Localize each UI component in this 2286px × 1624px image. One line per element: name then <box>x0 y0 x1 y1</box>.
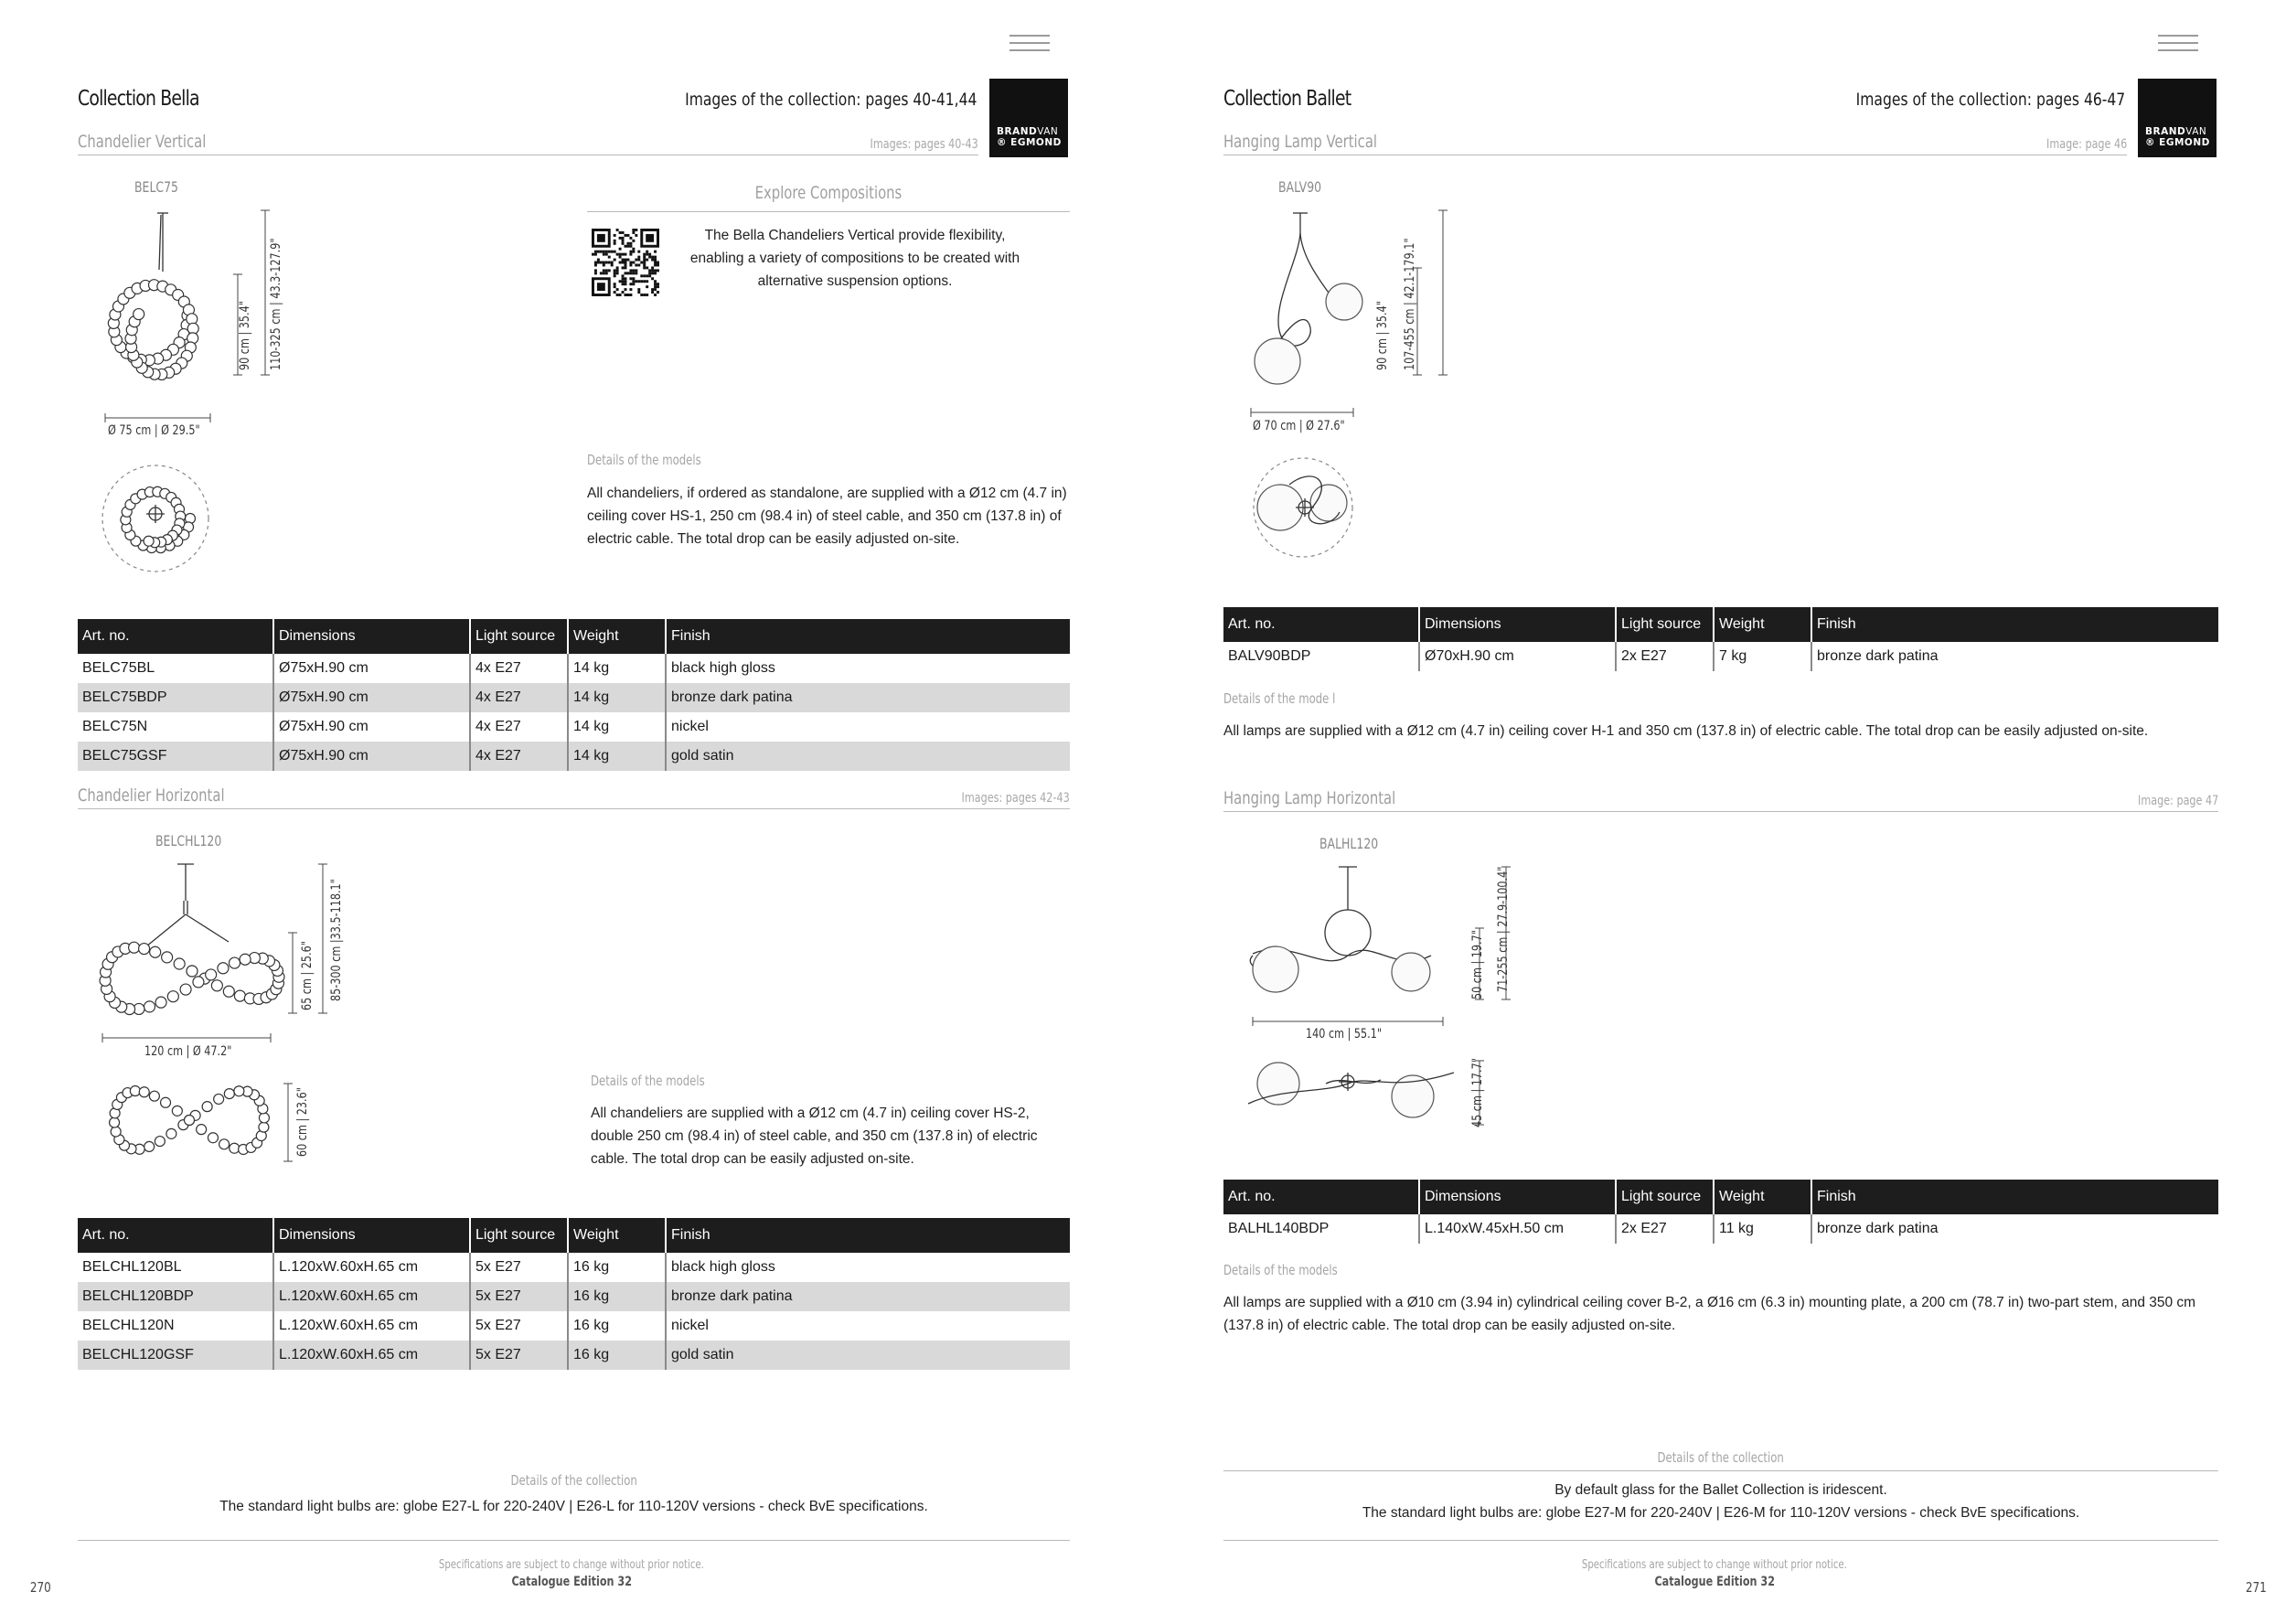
bead-shape <box>259 1113 269 1123</box>
bead-shape <box>161 1097 171 1107</box>
bead-shape <box>144 1141 155 1151</box>
dim-depth: 60 cm | 23.6" <box>295 1087 310 1157</box>
dim-width: Ø 70 cm | Ø 27.6" <box>1253 419 1345 433</box>
section-header-vertical <box>78 128 978 155</box>
col-art-no: Art. no. <box>78 619 273 654</box>
bead-shape <box>172 1106 182 1116</box>
details-label: Details of the models <box>1223 1262 1338 1278</box>
footer-note: Specifications are subject to change without prior notice. Catalogue Edition 32 <box>439 1558 704 1589</box>
table-row: BELC75GSF Ø75xH.90 cm 4x E27 14 kg gold satin <box>78 742 1070 771</box>
dim-drop: 107-455 cm | 42.1-179.1" <box>1403 238 1417 370</box>
explore-compositions-heading: Explore Compositions <box>587 183 1070 212</box>
dim-height: 65 cm | 25.6" <box>300 941 315 1010</box>
bead-shape <box>174 958 185 969</box>
section-pages: Images: pages 40-43 <box>870 137 978 152</box>
details-text: All lamps are supplied with a Ø10 cm (3.94 in) cylindrical ceiling cover B-2, a Ø16 cm (6.3 in) mounting plate, a 200 cm (78.7 in) two-part stem, and 350 cm (137.8 in) of electric cable. The total drop can be easily adjusted on-site. <box>1223 1295 2196 1333</box>
bead-shape <box>229 957 240 968</box>
spec-table-horizontal <box>78 1218 1070 1370</box>
col-finish: Finish <box>1811 607 2218 642</box>
bead-shape <box>234 990 245 1001</box>
collection-details <box>78 1472 1070 1518</box>
details-label: Details of the mode l <box>1223 690 1336 707</box>
table-row: BELC75N Ø75xH.90 cm 4x E27 14 kg nickel <box>78 712 1070 742</box>
col-weight: Weight <box>568 619 666 654</box>
collection-title: Collection Bella <box>78 87 199 111</box>
divider <box>78 1540 1070 1541</box>
model-code: BELC75 <box>134 178 178 196</box>
bead-shape <box>234 1086 244 1096</box>
col-finish: Finish <box>666 619 1070 654</box>
dim-depth: 45 cm | 17.7" <box>1470 1058 1485 1127</box>
details-text: All lamps are supplied with a Ø12 cm (4.7 in) ceiling cover H-1 and 350 cm (137.8 in) of electric cable. The total drop can be easily adjusted on-site. <box>1223 723 2149 739</box>
bead-shape <box>162 952 173 963</box>
collection-details-line: The standard light bulbs are: globe E27-L for 220-240V | E26-L for 110-120V versions - check BvE specifications. <box>219 1499 928 1514</box>
right-page <box>1143 0 2286 1624</box>
section-header-horizontal <box>1223 785 2218 812</box>
bead-shape <box>130 1086 140 1096</box>
spec-table-horizontal <box>1223 1180 2218 1244</box>
bead-shape <box>202 1102 212 1112</box>
col-finish: Finish <box>1811 1180 2218 1214</box>
bead-shape <box>219 1139 230 1149</box>
collection-title: Collection Ballet <box>1223 87 1351 111</box>
page-number: 270 <box>29 1579 51 1596</box>
bead-shape <box>180 984 191 995</box>
bead-shape <box>187 966 198 977</box>
dim-width: 120 cm | Ø 47.2" <box>144 1044 232 1059</box>
dim-width: Ø 75 cm | Ø 29.5" <box>108 423 200 438</box>
bead-shape <box>139 1087 149 1097</box>
bead-shape <box>185 1116 195 1126</box>
table-row: BELC75BL Ø75xH.90 cm 4x E27 14 kg black high gloss <box>78 654 1070 683</box>
bead-shape <box>206 969 217 980</box>
bead-shape <box>208 1133 218 1143</box>
brand-logo: BRANDVAN ® EGMOND <box>2138 79 2217 157</box>
bead-shape <box>223 986 234 997</box>
col-dimensions: Dimensions <box>273 1218 470 1253</box>
details-label: Details of the models <box>587 452 701 468</box>
qr-code[interactable] <box>592 229 659 296</box>
col-light-source: Light source <box>1616 1180 1714 1214</box>
bead-shape <box>150 946 161 957</box>
collection-details-line: The standard light bulbs are: globe E27-M for 220-240V | E26-M for 110-120V versions - check BvE specifications. <box>1362 1505 2080 1521</box>
dim-drop: 110-325 cm | 43.3-127.9" <box>269 238 283 370</box>
dim-height: 50 cm | 19.7" <box>1470 930 1485 999</box>
col-weight: Weight <box>1714 1180 1811 1214</box>
col-art-no: Art. no. <box>1223 1180 1419 1214</box>
collection-details <box>1223 1449 2218 1524</box>
model-code: BELCHL120 <box>155 832 222 849</box>
spec-table-vertical <box>78 619 1070 771</box>
collection-details-line: By default glass for the Ballet Collection is iridescent. <box>1554 1482 1887 1498</box>
bead-shape <box>149 1091 159 1101</box>
section-title: Chandelier Vertical <box>78 132 207 152</box>
bead-shape <box>166 1128 176 1138</box>
ballet-vertical-top-drawing <box>1248 457 1367 562</box>
bead-shape <box>134 309 144 320</box>
dim-height: 90 cm | 35.4" <box>1375 301 1390 370</box>
col-light-source: Light source <box>1616 607 1714 642</box>
bead-shape <box>144 1001 155 1012</box>
col-light-source: Light source <box>470 1218 568 1253</box>
table-row: BELC75BDP Ø75xH.90 cm 4x E27 14 kg bronze dark patina <box>78 683 1070 712</box>
page-number: 271 <box>2245 1579 2267 1596</box>
col-art-no: Art. no. <box>78 1218 273 1253</box>
collection-details-label: Details of the collection <box>510 1472 637 1489</box>
bead-shape <box>155 1137 165 1147</box>
table-row: BALV90BDP Ø70xH.90 cm 2x E27 7 kg bronze dark patina <box>1223 642 2218 671</box>
dim-drop: 85-300 cm |33.5-118.1" <box>329 879 344 1001</box>
bead-shape <box>110 1117 120 1127</box>
bead-shape <box>259 1122 269 1132</box>
menu-icon[interactable] <box>2158 35 2198 59</box>
menu-icon[interactable] <box>1009 35 1050 59</box>
dim-width: 140 cm | 55.1" <box>1306 1027 1382 1042</box>
model-code: BALHL120 <box>1319 835 1379 852</box>
collection-details-label: Details of the collection <box>1657 1449 1785 1466</box>
details-text: All chandeliers, if ordered as standalone, are supplied with a Ø12 cm (4.7 in) ceiling cover HS-1, 250 cm (98.4 in) of steel cable, and 350 cm (137.8 in) of electric cable. The total drop can be easily adjusted on-site. <box>587 486 1067 547</box>
dim-height: 90 cm | 35.4" <box>238 301 252 370</box>
table-row: BELCHL120BL L.120xW.60xH.65 cm 5x E27 16 kg black high gloss <box>78 1253 1070 1282</box>
bead-shape <box>155 997 166 1008</box>
collection-pages: Images of the collection: pages 46-47 <box>1855 90 2125 110</box>
section-title: Hanging Lamp Vertical <box>1223 132 1378 152</box>
bead-shape <box>193 977 204 988</box>
col-art-no: Art. no. <box>1223 607 1419 642</box>
section-pages: Image: page 47 <box>2137 794 2218 808</box>
col-light-source: Light source <box>470 619 568 654</box>
section-header-vertical <box>1223 128 2127 155</box>
details-label: Details of the models <box>591 1073 705 1089</box>
bead-shape <box>240 954 251 965</box>
col-dimensions: Dimensions <box>273 619 470 654</box>
bead-shape <box>167 991 178 1002</box>
bead-shape <box>129 942 140 953</box>
table-row: BALHL140BDP L.140xW.45xH.50 cm 2x E27 11 kg bronze dark patina <box>1223 1214 2218 1244</box>
bead-shape <box>111 1127 121 1137</box>
section-title: Chandelier Horizontal <box>78 785 225 806</box>
col-finish: Finish <box>666 1218 1070 1253</box>
table-row: BELCHL120GSF L.120xW.60xH.65 cm 5x E27 16 kg gold satin <box>78 1341 1070 1370</box>
col-weight: Weight <box>568 1218 666 1253</box>
collection-pages: Images of the collection: pages 40-41,44 <box>684 90 977 110</box>
bella-horizontal-top-drawing <box>102 1074 276 1166</box>
model-code: BALV90 <box>1278 178 1322 196</box>
table-row: BELCHL120BDP L.120xW.60xH.65 cm 5x E27 16 kg bronze dark patina <box>78 1282 1070 1311</box>
divider <box>1223 1540 2218 1541</box>
section-header-horizontal <box>78 782 1070 809</box>
bella-vertical-top-drawing <box>99 462 218 581</box>
col-dimensions: Dimensions <box>1419 1180 1616 1214</box>
spec-table-vertical <box>1223 607 2218 671</box>
bead-shape <box>139 944 150 955</box>
details-text: All chandeliers are supplied with a Ø12 cm (4.7 in) ceiling cover HS-2, double 250 cm (98.4 in) of steel cable, and 350 cm (137.8 in) of electric cable. The total drop can be easily adjusted on-site. <box>591 1106 1038 1167</box>
col-weight: Weight <box>1714 607 1811 642</box>
brand-logo: BRANDVAN ® EGMOND <box>989 79 1068 157</box>
table-row: BELCHL120N L.120xW.60xH.65 cm 5x E27 16 kg nickel <box>78 1311 1070 1341</box>
section-title: Hanging Lamp Horizontal <box>1223 788 1396 808</box>
bead-shape <box>224 1089 234 1099</box>
bead-shape <box>144 536 154 546</box>
bead-shape <box>214 1094 224 1104</box>
footer-note: Specifications are subject to change without prior notice. Catalogue Edition 32 <box>1582 1558 1847 1589</box>
explore-description: The Bella Chandeliers Vertical provide flexibility, enabling a variety of compositions to be created with alternative suspension options. <box>689 228 1020 289</box>
bead-shape <box>218 963 229 974</box>
bead-shape <box>211 980 222 991</box>
bead-shape <box>197 1125 207 1135</box>
dim-drop: 71-255 cm | 27.9-100.4" <box>1496 866 1511 992</box>
col-dimensions: Dimensions <box>1419 607 1616 642</box>
section-pages: Image: page 46 <box>2046 137 2127 152</box>
bead-shape <box>230 1143 240 1153</box>
section-pages: Images: pages 42-43 <box>961 791 1070 806</box>
